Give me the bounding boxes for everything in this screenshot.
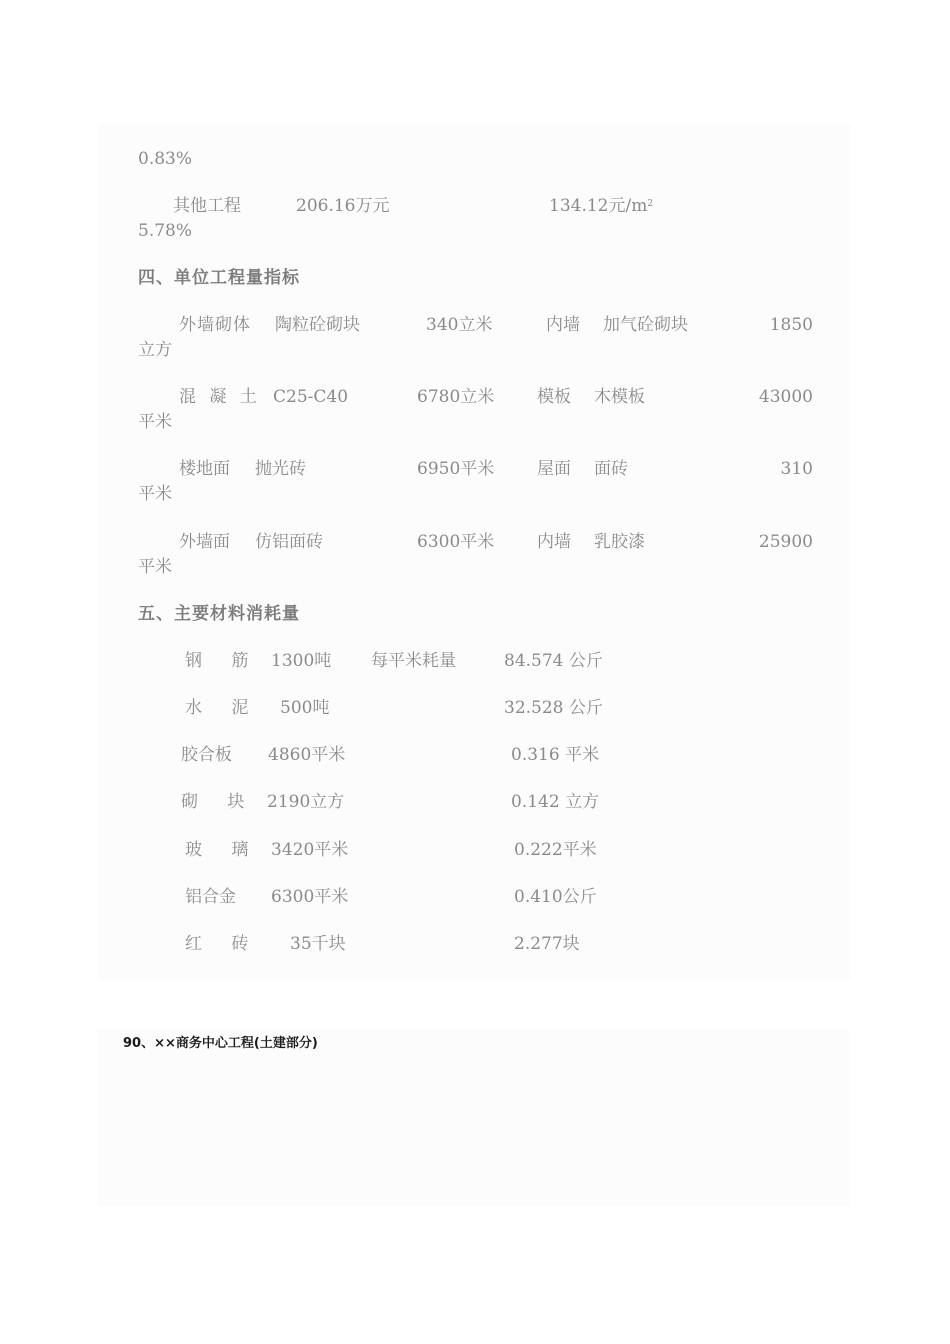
other-works-unit-price: 134.12元$/m^2$ xyxy=(549,196,654,216)
other-works-name: 其他工程 xyxy=(173,196,241,216)
prev-percent: 0.83% xyxy=(138,149,193,169)
document-panel-bottom xyxy=(98,1030,850,1206)
per-sqm-label: 每平米耗量 xyxy=(371,651,456,671)
project-title: 90、××商务中心工程(土建部分) xyxy=(123,1036,318,1051)
section-heading-materials: 五、主要材料消耗量 xyxy=(138,604,300,624)
other-works-amount: 206.16万元 xyxy=(296,196,390,216)
other-works-percent: 5.78% xyxy=(138,221,193,241)
section-heading-quantities: 四、单位工程量指标 xyxy=(138,268,300,288)
